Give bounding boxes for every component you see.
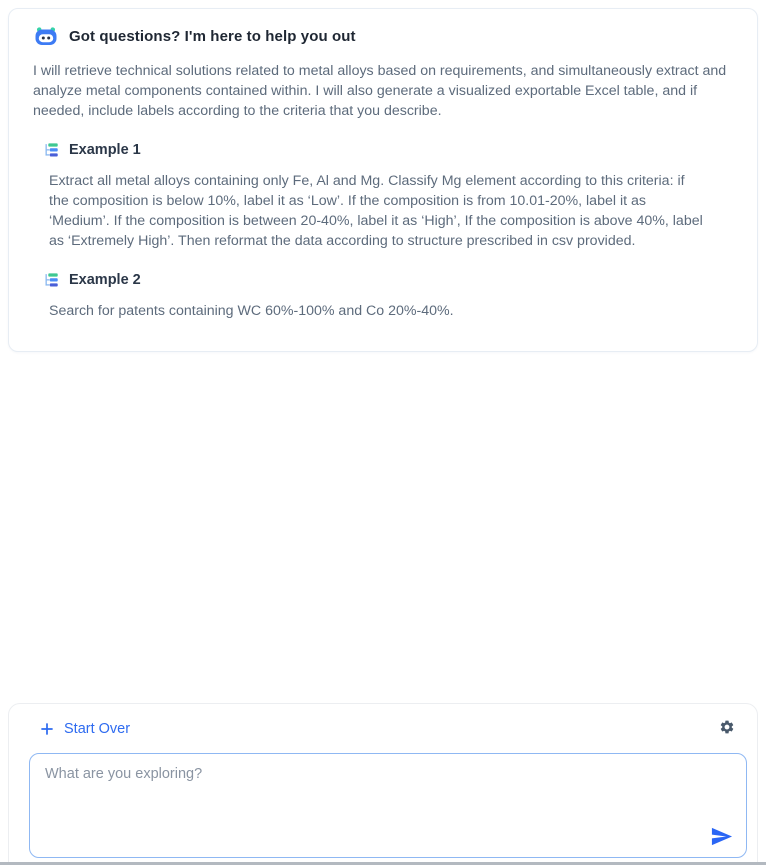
example-2-header — [44, 272, 733, 288]
composer-toolbar — [9, 704, 757, 740]
robot-icon — [33, 24, 59, 48]
example-1-header — [44, 142, 733, 158]
send-arrow-icon — [710, 825, 733, 848]
send-button[interactable] — [710, 825, 733, 848]
help-card-title: Got questions? I'm here to help you out — [69, 27, 356, 45]
start-over-button[interactable] — [39, 721, 130, 737]
help-card-description: I will retrieve technical solutions related to metal alloys based on requirements, and simultaneously extract and analyze metal components contained within. I will also generate a visualized exportable Excel table, and if needed, include labels according to the criteria that you describe. — [33, 63, 727, 119]
plus-icon — [39, 721, 55, 737]
example-1-label: Example 1 — [69, 142, 141, 158]
example-2-text: Search for patents containing WC 60%-100% and Co 20%-40%. — [49, 303, 454, 319]
message-input[interactable] — [30, 754, 746, 826]
message-input-container — [29, 753, 747, 858]
settings-button[interactable] — [717, 717, 737, 740]
gear-icon — [719, 719, 735, 735]
help-card — [8, 8, 758, 352]
start-over-label: Start Over — [64, 720, 131, 737]
outline-list-icon — [44, 273, 59, 288]
example-1-text: Extract all metal alloys containing only Fe, Al and Mg. Classify Mg element according to this criteria: if the composition is below 10%, label it as ‘Low’. If the composition is from 10.01-20%, label it as ‘Medium’. If the composition is between 20-40%, label it as ‘High’, If the composition is above 40%, label as ‘Extremely High’. Then reformat the data according to structure prescribed in csv provided. — [49, 173, 703, 249]
composer-card — [8, 703, 758, 865]
example-2-label: Example 2 — [69, 272, 141, 288]
outline-list-icon — [44, 143, 59, 158]
help-card-header — [33, 24, 733, 48]
